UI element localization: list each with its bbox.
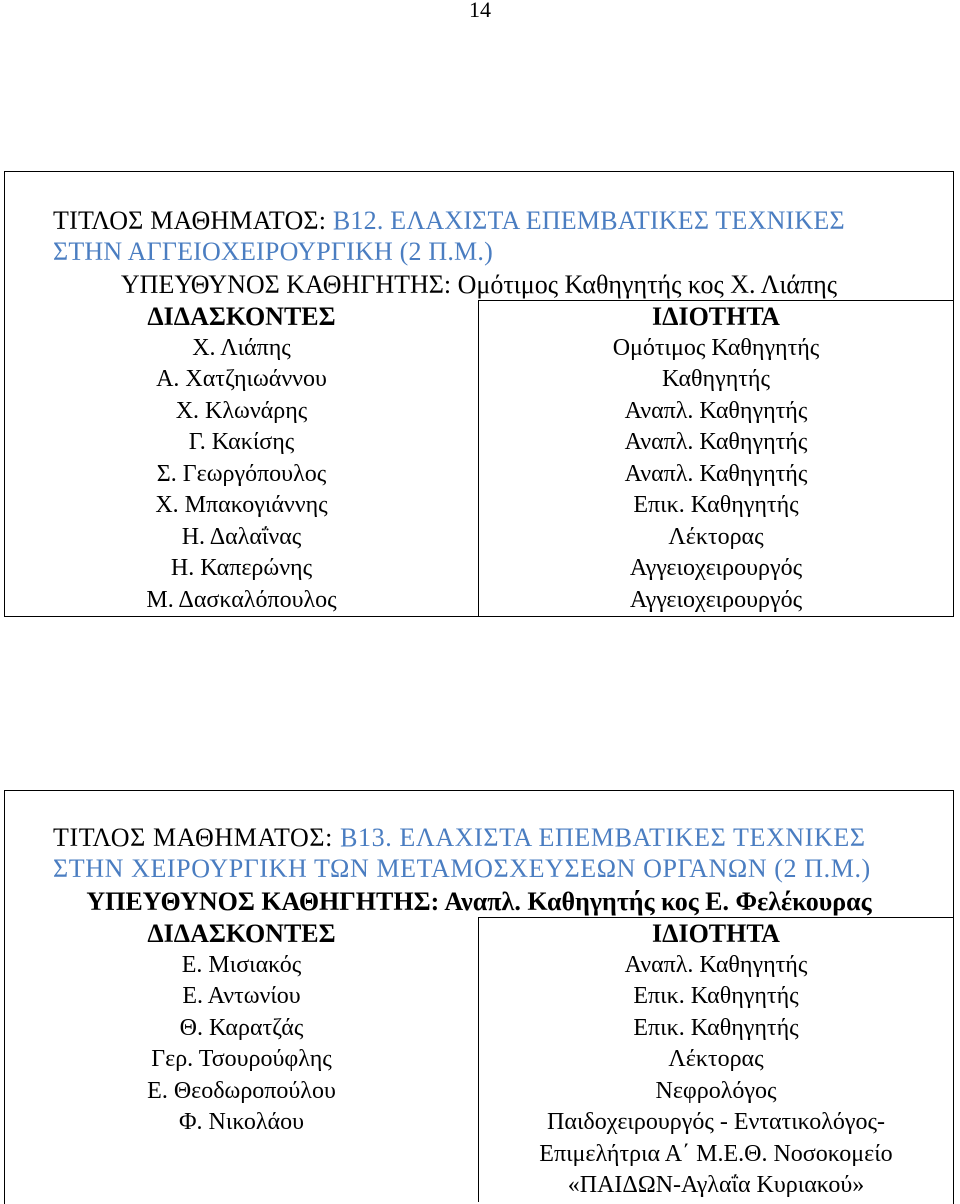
staff-table-header [5, 301, 953, 333]
course-title [5, 172, 953, 267]
instructor-role: Νεφρολόγος [479, 1076, 954, 1108]
table-row [5, 1076, 953, 1108]
table-row [5, 1107, 953, 1202]
course-b12-box [4, 171, 954, 617]
instructor-role-line1: Παιδοχειρουργός - Εντατικολόγος- [547, 1109, 885, 1135]
role-header: ΙΔΙΟΤΗΤΑ [479, 301, 954, 333]
instructor-role: Επικ. Καθηγητής [479, 490, 954, 522]
page-number: 14 [469, 0, 491, 22]
instructor-name: Ε. Θεοδωροπούλου [147, 1077, 336, 1104]
table-row [5, 553, 953, 585]
course-title-line2: ΣΤΗΝ ΑΓΓΕΙΟΧΕΙΡΟΥΡΓΙΚΗ (2 Π.Μ.) [53, 237, 493, 266]
instructor-role-line2: Επιμελήτρια Α΄ Μ.Ε.Θ. Νοσοκομείο [539, 1140, 893, 1167]
instructor-name: Φ. Νικολάου [179, 1109, 304, 1135]
instructor-role: Καθηγητής [479, 364, 954, 396]
instructor-name: Θ. Καρατζάς [179, 1014, 304, 1041]
course-title-line1: Β13. ΕΛΑΧΙΣΤΑ ΕΠΕΜΒΑΤΙΚΕΣ ΤΕΧΝΙΚΕΣ [340, 823, 866, 852]
responsible-professor: ΥΠΕΥΘΥΝΟΣ ΚΑΘΗΓΗΤΗΣ: Αναπλ. Καθηγητής κος Ε. Φελέκουρας [86, 887, 872, 916]
course-title-label: ΤΙΤΛΟΣ ΜΑΘΗΜΑΤΟΣ: [53, 823, 341, 852]
table-row [5, 1044, 953, 1076]
instructor-name: Η. Δαλαΐνας [181, 523, 302, 550]
instructor-role: Αναπλ. Καθηγητής [479, 396, 954, 428]
instructor-name: Χ. Μπακογιάννης [155, 492, 328, 518]
course-title-line2: ΣΤΗΝ ΧΕΙΡΟΥΡΓΙΚΗ ΤΩΝ ΜΕΤΑΜΟΣΧΕΥΣΕΩΝ ΟΡΓΑΝΩΝ (2 Π.Μ.) [53, 854, 871, 883]
instructor-name: Η. Καπερώνης [170, 555, 313, 581]
instructor-role: Λέκτορας [479, 522, 954, 554]
instructor-name: Γ. Κακίσης [188, 429, 295, 455]
table-row [5, 333, 953, 365]
instructor-role: Αναπλ. Καθηγητής [479, 427, 954, 459]
responsible-professor: ΥΠΕΥΘΥΝΟΣ ΚΑΘΗΓΗΤΗΣ: Ομότιμος Καθηγητής κος Χ. Λιάπης [120, 270, 838, 299]
instructor-name: Γερ. Τσουρούφλης [151, 1046, 332, 1072]
instructor-name: Σ. Γεωργόπουλος [156, 460, 327, 487]
table-row [5, 490, 953, 522]
table-row [5, 950, 953, 982]
instructor-role: Επικ. Καθηγητής [479, 981, 954, 1013]
table-row [5, 1013, 953, 1045]
instructor-name: Χ. Κλωνάρης [175, 397, 308, 424]
role-header: ΙΔΙΟΤΗΤΑ [479, 918, 954, 950]
staff-table [5, 300, 953, 616]
instructor-role: Λέκτορας [479, 1044, 954, 1076]
instructor-role [479, 1107, 954, 1202]
course-title-label: ΤΙΤΛΟΣ ΜΑΘΗΜΑΤΟΣ: [53, 206, 333, 235]
instructor-name: Α. Χατζηιωάννου [156, 366, 327, 392]
instructors-header: ΔΙΔΑΣΚΟΝΤΕΣ [147, 918, 336, 948]
table-row [5, 396, 953, 428]
table-row [5, 427, 953, 459]
instructor-role-line3: «ΠΑΙΔΩΝ-Αγλαΐα Κυριακού» [567, 1172, 865, 1198]
course-title [5, 791, 953, 884]
table-row [5, 522, 953, 554]
table-row [5, 459, 953, 491]
instructor-role: Ομότιμος Καθηγητής [479, 333, 954, 365]
instructor-name: Ε. Αντωνίου [182, 983, 301, 1009]
instructor-name: Χ. Λιάπης [192, 334, 291, 361]
instructor-role: Αναπλ. Καθηγητής [479, 459, 954, 491]
instructor-role: Επικ. Καθηγητής [479, 1013, 954, 1045]
table-row [5, 981, 953, 1013]
instructors-header: ΔΙΔΑΣΚΟΝΤΕΣ [147, 301, 336, 331]
instructor-name: Ε. Μισιακός [181, 951, 302, 978]
instructor-role: Αγγειοχειρουργός [479, 585, 954, 617]
table-row [5, 364, 953, 396]
table-row [5, 585, 953, 617]
instructor-name: Μ. Δασκαλόπουλος [146, 586, 337, 613]
staff-table [5, 917, 953, 1202]
instructor-role: Αναπλ. Καθηγητής [479, 950, 954, 982]
course-title-line1: Β12. ΕΛΑΧΙΣΤΑ ΕΠΕΜΒΑΤΙΚΕΣ ΤΕΧΝΙΚΕΣ [332, 206, 845, 235]
course-b13-box [4, 790, 954, 1204]
instructor-role: Αγγειοχειρουργός [479, 553, 954, 585]
staff-table-header [5, 918, 953, 950]
